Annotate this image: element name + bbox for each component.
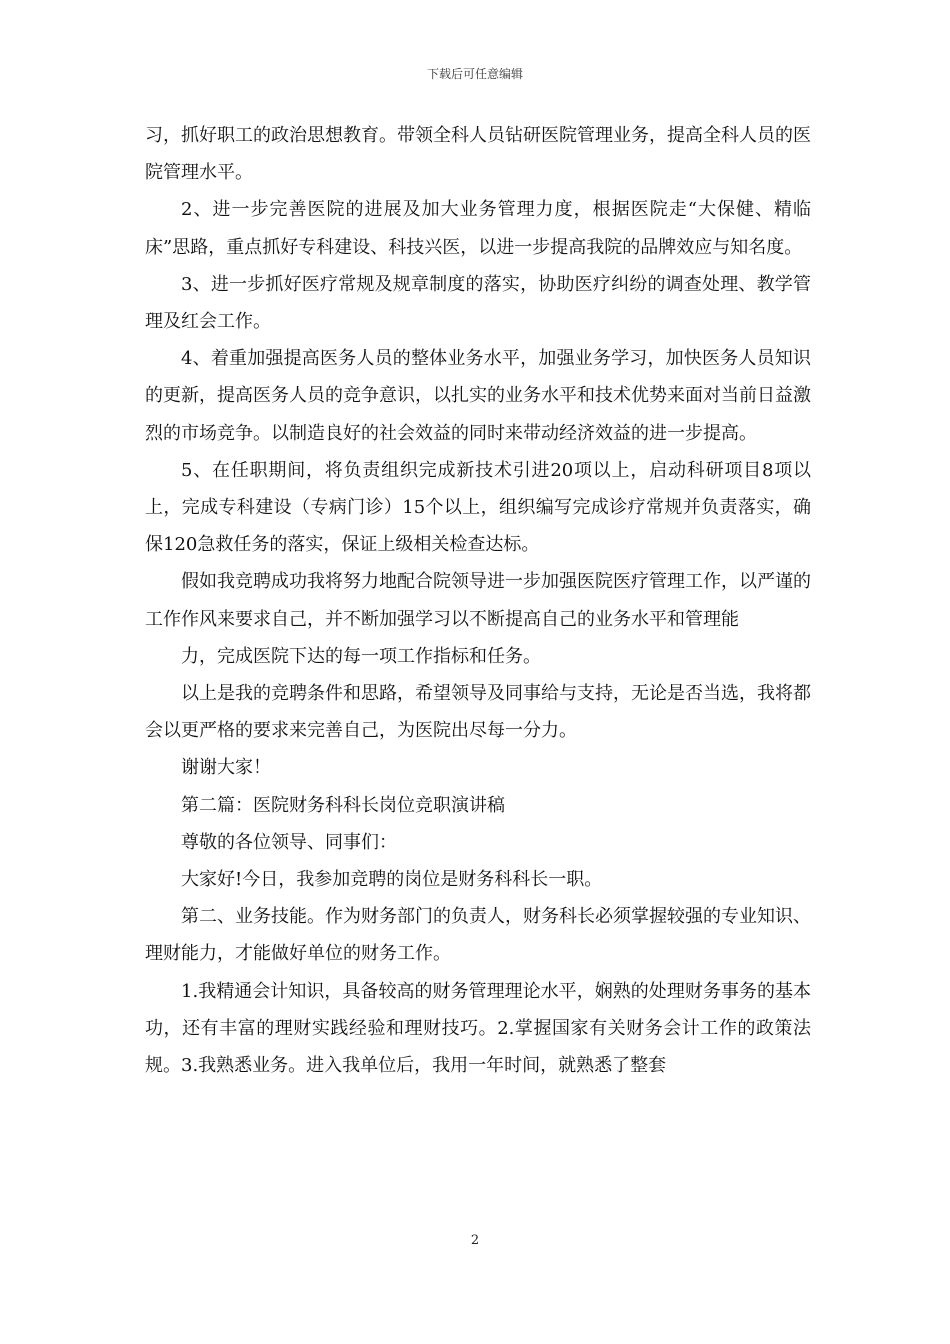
paragraph-7: 力，完成医院下达的每一项工作指标和任务。 [181,645,541,667]
paragraph-8: 以上是我的竞聘条件和思路，希望领导及同事给与支持，无论是否当选，我将都会以更严格的要求来完善自己，为医院出尽每一分力。 [145,683,811,742]
paragraph-5: 5、在任职期间，将负责组织完成新技术引进20项以上，启动科研项目8项以上，完成专科建设（专病门诊）15个以上，组织编写完成诊疗常规并负责落实，确保120急救任务的落实，保证上级相关检查达标。 [145,459,811,556]
paragraph-14: 1.我精通会计知识，具备较高的财务管理理论水平，娴熟的处理财务事务的基本功，还有丰富的理财实践经验和理财技巧。2.掌握国家有关财务会计工作的政策法规。3.我熟悉业务。进入我单位后，我用一年时间，就熟悉了整套 [145,980,811,1077]
paragraph-12: 大家好!今日，我参加竞聘的岗位是财务科科长一职。 [181,869,603,891]
paragraph-3: 3、进一步抓好医疗常规及规章制度的落实，协助医疗纠纷的调查处理、教学管理及红会工作。 [145,273,811,333]
section-heading: 第二篇：医院财务科科长岗位竞职演讲稿 [181,794,505,816]
paragraph-6: 假如我竞聘成功我将努力地配合院领导进一步加强医院医疗管理工作，以严谨的工作作风来要求自己，并不断加强学习以不断提高自己的业务水平和管理能 [145,571,811,630]
paragraph-9: 谢谢大家！ [181,757,271,779]
paragraph-13: 第二、业务技能。作为财务部门的负责人，财务科长必须掌握较强的专业知识、理财能力，才能做好单位的财务工作。 [145,906,811,965]
document-body [145,117,811,1084]
paragraph-2: 2、进一步完善医院的进展及加大业务管理力度，根据医院走“大保健、精临床”思路，重点抓好专科建设、科技兴医，以进一步提高我院的品牌效应与知名度。 [145,199,811,258]
page-header: 下载后可任意编辑 [426,67,523,81]
page-number: 2 [470,1233,480,1248]
paragraph-1: 习，抓好职工的政治思想教育。带领全科人员钻研医院管理业务，提高全科人员的医院管理水平。 [145,125,811,184]
paragraph-4: 4、着重加强提高医务人员的整体业务水平，加强业务学习，加快医务人员知识的更新，提高医务人员的竞争意识，以扎实的业务水平和技术优势来面对当前日益激烈的市场竞争。以制造良好的社会效益的同时来带动经济效益的进一步提高。 [145,348,811,444]
salutation: 尊敬的各位领导、同事们： [181,831,397,853]
